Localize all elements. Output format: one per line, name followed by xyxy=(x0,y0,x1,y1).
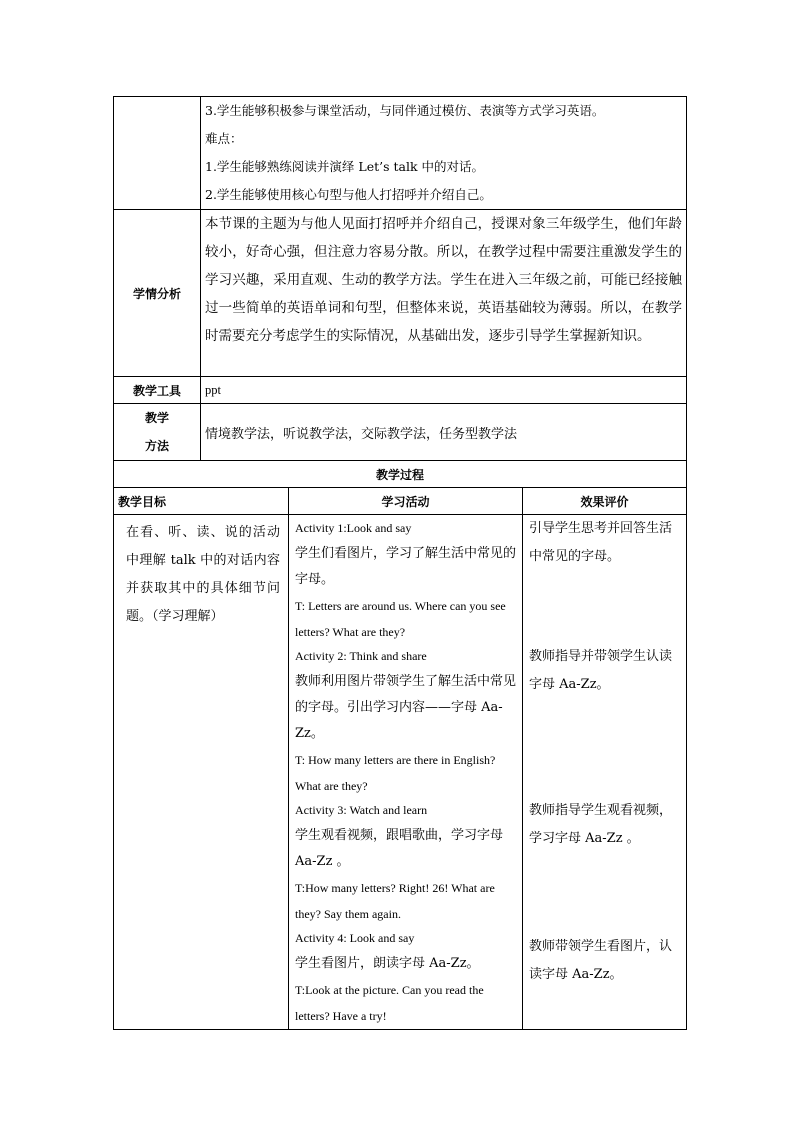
evaluation-1-wrap xyxy=(529,515,680,643)
teacher-prompt: T:Look at the picture. Can you read the letters? Have a try! xyxy=(295,983,484,1023)
evaluation-cell xyxy=(523,515,687,1030)
activity-title: Activity 2: Think and share xyxy=(295,649,427,663)
process-title: 教学过程 xyxy=(114,461,687,488)
goals-row xyxy=(114,97,687,210)
analysis-text xyxy=(201,210,687,377)
analysis-label: 学情分析 xyxy=(114,210,201,377)
teacher-prompt: T: Letters are around us. Where can you see letters? What are they? xyxy=(295,599,506,639)
methods-label-line2: 方法 xyxy=(144,439,169,453)
evaluation-text: 教师指导学生观看视频，学习字母 Aa-Zz 。 xyxy=(529,803,673,846)
methods-row xyxy=(114,404,687,461)
activity-1 xyxy=(295,515,516,643)
goal-line: 3.学生能够积极参与课堂活动，与同伴通过模仿、表演等方式学习英语。 xyxy=(205,103,605,118)
header-goal: 教学目标 xyxy=(114,488,289,515)
activity-description: 学生看图片，朗读字母 Aa-Zz。 xyxy=(295,956,480,971)
header-evaluation: 效果评价 xyxy=(523,488,687,515)
header-activity: 学习活动 xyxy=(289,488,523,515)
teacher-prompt: T:How many letters? Right! 26! What are they? Say them again. xyxy=(295,881,495,921)
process-title-row xyxy=(114,461,687,488)
activity-title: Activity 3: Watch and learn xyxy=(295,803,428,817)
analysis-row xyxy=(114,210,687,377)
goal-cell xyxy=(114,515,289,1030)
activity-2 xyxy=(295,643,516,797)
tools-row xyxy=(114,377,687,404)
activity-4 xyxy=(295,925,516,1029)
activity-title: Activity 4: Look and say xyxy=(295,931,415,945)
lesson-plan-page xyxy=(113,96,686,1030)
methods-label-line1: 教学 xyxy=(144,411,169,425)
process-content-row xyxy=(114,515,687,1030)
activity-description: 学生观看视频，跟唱歌曲，学习字母 Aa-Zz 。 xyxy=(295,828,504,869)
activity-3 xyxy=(295,797,516,925)
evaluation-4-wrap xyxy=(529,933,680,989)
goals-cell xyxy=(201,97,687,210)
analysis-paragraph: 本节课的主题为与他人见面打招呼并介绍自己，授课对象三年级学生，他们年龄较小，好奇心强，但注意力容易分散。所以，在教学过程中需要注重激发学生的学习兴趣，采用直观、生动的教学方法。学生在进入三年级之前，可能已经接触过一些简单的英语单词和句型，但整体来说，英语基础较为薄弱。所以，在教学时需要充分考虑学生的实际情况，从基础出发，逐步引导学生掌握新知识。 xyxy=(205,216,683,344)
teacher-prompt: T: How many letters are there in English? What are they? xyxy=(295,753,496,793)
activity-description: 教师利用图片带领学生了解生活中常见的字母。引出学习内容——字母 Aa-Zz。 xyxy=(295,674,517,741)
methods-label-cell xyxy=(114,404,201,461)
goals-label-cell xyxy=(114,97,201,210)
activity-cell xyxy=(289,515,523,1030)
tools-label: 教学工具 xyxy=(114,377,201,404)
tools-value: ppt xyxy=(201,377,687,404)
lesson-plan-table xyxy=(113,96,687,1030)
process-header-row xyxy=(114,488,687,515)
evaluation-text: 引导学生思考并回答生活中常见的字母。 xyxy=(529,521,673,564)
activity-description: 学生们看图片，学习了解生活中常见的字母。 xyxy=(295,546,517,587)
evaluation-text: 教师带领学生看图片，认读字母 Aa-Zz。 xyxy=(529,939,673,982)
evaluation-text: 教师指导并带领学生认读字母 Aa-Zz。 xyxy=(529,649,673,692)
goal-line: 2.学生能够使用核心句型与他人打招呼并介绍自己。 xyxy=(205,187,492,202)
activity-title: Activity 1:Look and say xyxy=(295,521,412,535)
evaluation-3-wrap xyxy=(529,797,680,925)
methods-value: 情境教学法，听说教学法，交际教学法，任务型教学法 xyxy=(201,404,687,461)
difficulty-heading: 难点： xyxy=(205,131,243,146)
goal-line: 1.学生能够熟练阅读并演绎 Let’s talk 中的对话。 xyxy=(205,159,485,174)
goal-text: 在看、听、读、说的活动中理解 talk 中的对话内容并获取其中的具体细节问题。（学习理解） xyxy=(126,525,280,624)
evaluation-2-wrap xyxy=(529,643,680,797)
